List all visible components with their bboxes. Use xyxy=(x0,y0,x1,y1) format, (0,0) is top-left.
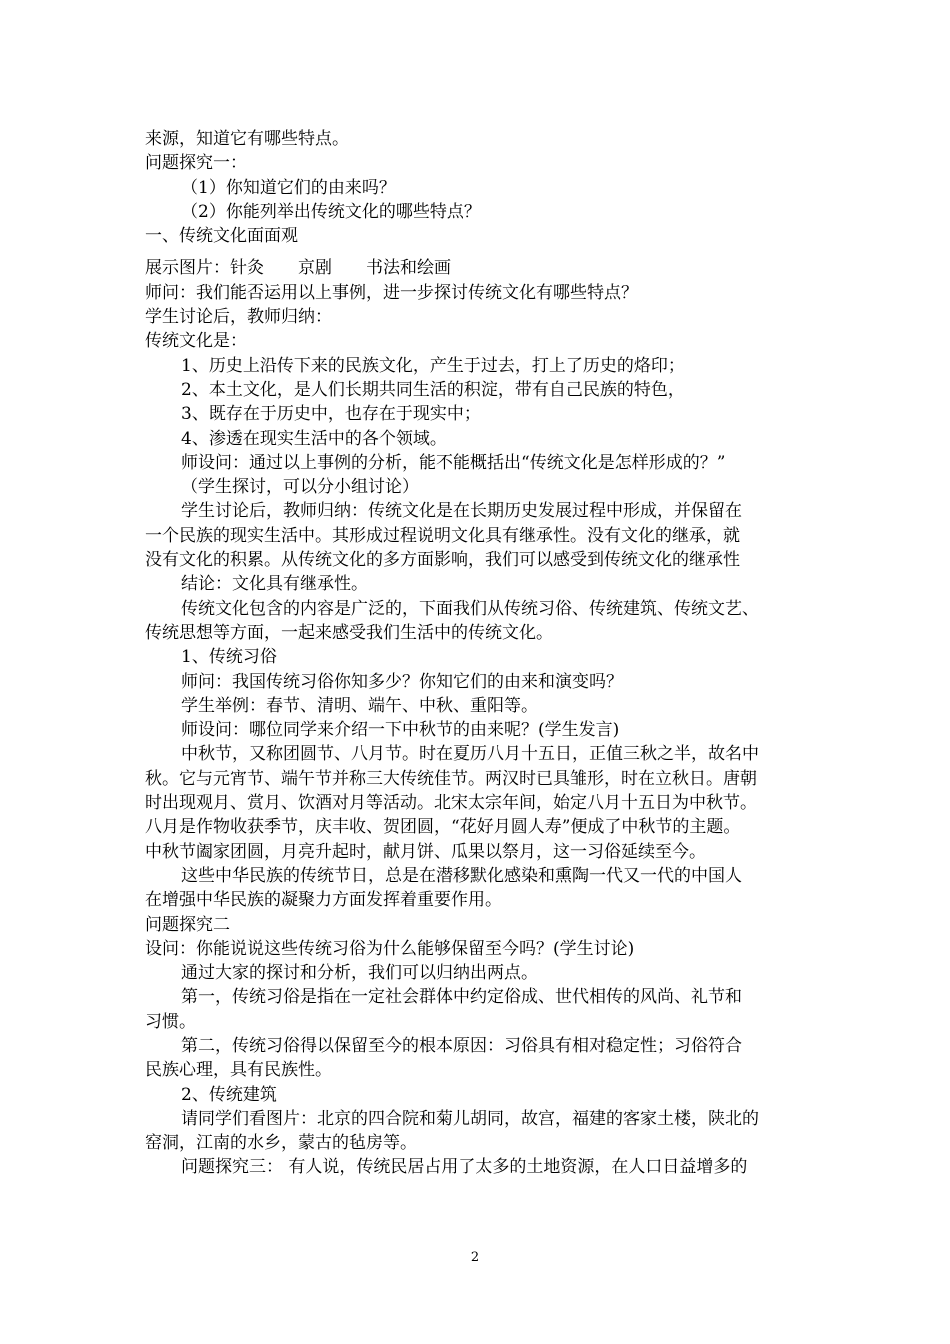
text-line: 在增强中华民族的凝聚力方面发挥着重要作用。 xyxy=(145,890,502,911)
text-line: 问题探究二 xyxy=(145,914,230,935)
text-line: 问题探究三： 有人说，传统民居占用了太多的土地资源，在人口日益增多的 xyxy=(181,1157,748,1178)
text-line: 一个民族的现实生活中。其形成过程说明文化具有继承性。没有文化的继承，就 xyxy=(145,525,740,546)
text-line: 来源，知道它有哪些特点。 xyxy=(145,129,349,149)
page-number: 2 xyxy=(470,1250,480,1265)
text-line: 3、既存在于历史中，也存在于现实中； xyxy=(181,404,481,425)
text-line: （1）你知道它们的由来吗？ xyxy=(181,177,396,198)
text-line: 通过大家的探讨和分析，我们可以归纳出两点。 xyxy=(181,963,538,984)
text-line: 第二，传统习俗得以保留至今的根本原因：习俗具有相对稳定性；习俗符合 xyxy=(181,1035,742,1056)
text-line: 一、传统文化面面观 xyxy=(145,226,298,247)
text-line: 传统思想等方面，一起来感受我们生活中的传统文化。 xyxy=(145,622,553,643)
text-line: 2、传统建筑 xyxy=(181,1084,277,1105)
text-line: 师设问：通过以上事例的分析，能不能概括出“传统文化是怎样形成的？” xyxy=(181,452,726,473)
text-line: （2）你能列举出传统文化的哪些特点？ xyxy=(181,201,481,222)
text-line: 传统文化是： xyxy=(145,331,247,352)
text-line: 传统文化包含的内容是广泛的，下面我们从传统习俗、传统建筑、传统文艺、 xyxy=(181,598,759,619)
text-line: 学生举例：春节、清明、端午、中秋、重阳等。 xyxy=(181,695,538,716)
text-line: 1、历史上沿传下来的民族文化，产生于过去，打上了历史的烙印； xyxy=(181,355,685,376)
text-line: 秋。它与元宵节、端午节并称三大传统佳节。两汉时已具雏形，时在立秋日。唐朝 xyxy=(145,768,757,789)
document-body xyxy=(145,127,810,1180)
text-line: 2、本土文化，是人们长期共同生活的积淀，带有自己民族的特色， xyxy=(181,379,685,400)
text-line: 师问：我们能否运用以上事例，进一步探讨传统文化有哪些特点？ xyxy=(145,282,638,303)
text-line: 中秋节，又称团圆节、八月节。时在夏历八月十五日，正值三秋之半，故名中 xyxy=(181,744,759,765)
text-line: 时出现观月、赏月、饮酒对月等活动。北宋太宗年间，始定八月十五日为中秋节。 xyxy=(145,793,757,814)
text-line: （学生探讨，可以分小组讨论） xyxy=(181,477,419,498)
text-line: 问题探究一： xyxy=(145,153,247,174)
text-line: 师设问：哪位同学来介绍一下中秋节的由来呢？(学生发言) xyxy=(181,720,620,741)
text-line: 展示图片：针灸 京剧 书法和绘画 xyxy=(145,258,451,279)
text-line: 设问：你能说说这些传统习俗为什么能够保留至今吗？(学生讨论) xyxy=(145,938,635,959)
text-line: 窑洞，江南的水乡，蒙古的毡房等。 xyxy=(145,1133,417,1154)
text-line: 这些中华民族的传统节日，总是在潜移默化感染和熏陶一代又一代的中国人 xyxy=(181,865,742,886)
text-line: 请同学们看图片：北京的四合院和菊儿胡同，故宫，福建的客家土楼，陕北的 xyxy=(181,1108,759,1129)
text-line: 八月是作物收获季节，庆丰收、贺团圆，“花好月圆人寿”便成了中秋节的主题。 xyxy=(145,817,741,838)
text-line: 习惯。 xyxy=(145,1011,196,1032)
text-line: 1、传统习俗 xyxy=(181,647,277,668)
text-line: 结论：文化具有继承性。 xyxy=(181,574,368,595)
text-line: 师问：我国传统习俗你知多少？你知它们的由来和演变吗？ xyxy=(181,671,623,692)
text-line: 学生讨论后，教师归纳： xyxy=(145,307,332,328)
text-line: 第一，传统习俗是指在一定社会群体中约定俗成、世代相传的风尚、礼节和 xyxy=(181,987,742,1008)
text-line: 民族心理，具有民族性。 xyxy=(145,1060,332,1081)
text-line: 没有文化的积累。从传统文化的多方面影响，我们可以感受到传统文化的继承性 xyxy=(145,550,740,571)
text-line: 学生讨论后，教师归纳：传统文化是在长期历史发展过程中形成，并保留在 xyxy=(181,501,742,522)
text-line: 中秋节阖家团圆，月亮升起时，献月饼、瓜果以祭月，这一习俗延续至今。 xyxy=(145,841,706,862)
text-line: 4、渗透在现实生活中的各个领域。 xyxy=(181,428,447,449)
